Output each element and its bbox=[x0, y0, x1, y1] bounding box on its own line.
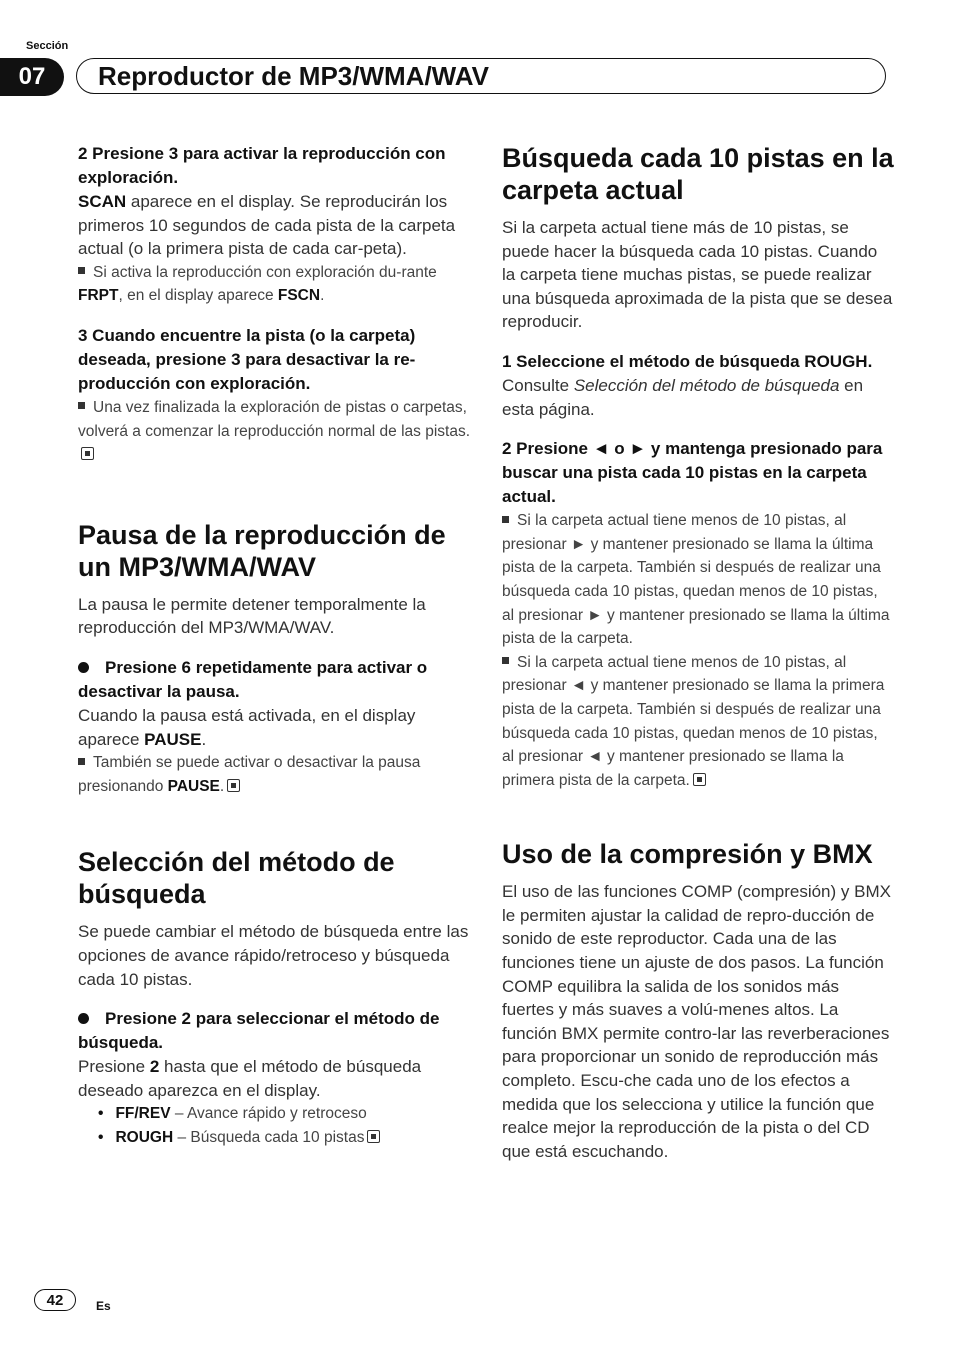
left-column bbox=[78, 142, 470, 1149]
section-title: Reproductor de MP3/WMA/WAV bbox=[98, 61, 489, 91]
right-column bbox=[502, 142, 894, 1163]
busqueda-note-1: Si la carpeta actual tiene menos de 10 pistas, al presionar ► y mantener presionado se llama la última pista de la carpeta. También si después de realizar una búsqueda cada 10 pistas, quedan menos de 10 pistas, al presionar ► y mantener presionado se llama la última pista de la carpeta. bbox=[502, 512, 890, 648]
list-item: • FF/REV – Avance rápido y retroceso bbox=[100, 1102, 470, 1126]
pausa-note: También se puede activar o desactivar la pausa presionando PAUSE. bbox=[78, 754, 421, 795]
step-3-note: Una vez finalizada la exploración de pistas o carpetas, volverá a comenzar la reproducción normal de las pistas. bbox=[78, 396, 470, 467]
section-number-badge: 07 bbox=[0, 58, 64, 96]
busqueda-intro: Si la carpeta actual tiene más de 10 pistas, se puede hacer la búsqueda cada 10 pistas. Cuando la carpeta tiene muchas pistas, se puede realizar una búsqueda aproximada de la pista que se desea reproducir. bbox=[502, 218, 893, 332]
note-bullet-icon bbox=[78, 267, 85, 274]
step-2-heading: 2 Presione 3 para activar la reproducción con exploración. bbox=[78, 144, 446, 187]
seleccion-text: Presione 2 hasta que el método de búsqueda deseado aparezca en el display. bbox=[78, 1057, 422, 1100]
note-bullet-icon bbox=[78, 402, 85, 409]
uso-heading: Uso de la compresión y BMX bbox=[502, 839, 873, 870]
step-bullet-icon bbox=[78, 1013, 89, 1024]
end-mark-icon bbox=[693, 773, 706, 786]
end-mark-icon bbox=[367, 1130, 380, 1143]
seleccion-intro: Se puede cambiar el método de búsqueda entre las opciones de avance rápido/retroceso y búsqueda cada 10 pistas. bbox=[78, 922, 469, 989]
seleccion-step: Presione 2 para seleccionar el método de búsqueda. bbox=[78, 1009, 440, 1053]
pausa-intro: La pausa le permite detener temporalmente la reproducción del MP3/WMA/WAV. bbox=[78, 594, 426, 638]
busqueda-step-1-text: Consulte Selección del método de búsqueda en esta página. bbox=[502, 375, 864, 419]
list-item: • ROUGH – Búsqueda cada 10 pistas bbox=[100, 1126, 470, 1150]
note-bullet-icon bbox=[78, 758, 85, 765]
language-code: Es bbox=[96, 1299, 111, 1313]
pausa-heading: Pausa de la reproducción de un MP3/WMA/WAV bbox=[78, 519, 446, 582]
busqueda-note-2: Si la carpeta actual tiene menos de 10 pistas, al presionar ◄ y mantener presionado se llama la primera pista de la carpeta. También si después de realizar una búsqueda cada 10 pistas, quedan menos de 10 pistas, al presionar ◄ y mantener presionado se llama la primera pista de la carpeta. bbox=[502, 653, 885, 789]
search-options-list bbox=[78, 1102, 470, 1149]
busqueda-heading: Búsqueda cada 10 pistas en la carpeta actual bbox=[502, 143, 894, 205]
step-bullet-icon bbox=[78, 662, 89, 673]
step-2-note: Si activa la reproducción con exploración du-rante FRPT, en el display aparece FSCN. bbox=[78, 263, 437, 305]
seleccion-heading: Selección del método de búsqueda bbox=[78, 847, 395, 910]
uso-text: El uso de las funciones COMP (compresión) y BMX le permiten ajustar la calidad de repro-ducción de sonido de este reproductor. Cada una de las funciones tiene un ajuste de dos pasos. La función COMP equilibra la salida de los sonidos más fuertes y más suaves a volú-menes altos. La función BMX permite contro-lar las reverberaciones para proporcionar un sonido de reproducción más completo. Escu-che cada uno de los efectos a medida que los selecciona y utilice la función que realce mejor la reproducción de la pista o del CD que está escuchando. bbox=[502, 882, 891, 1161]
busqueda-step-2: 2 Presione ◄ o ► y mantenga presionado para buscar una pista cada 10 pistas en la carpeta actual. bbox=[502, 439, 883, 507]
end-mark-icon bbox=[227, 779, 240, 792]
end-mark-icon bbox=[81, 447, 94, 460]
pausa-step: Presione 6 repetidamente para activar o desactivar la pausa. bbox=[78, 657, 428, 701]
step-3-heading: 3 Cuando encuentre la pista (o la carpeta) deseada, presione 3 para desactivar la re-producción con exploración. bbox=[78, 325, 416, 393]
note-bullet-icon bbox=[502, 516, 509, 523]
pausa-text: Cuando la pausa está activada, en el display aparece PAUSE. bbox=[78, 705, 416, 749]
section-label: Sección bbox=[26, 40, 69, 52]
note-bullet-icon bbox=[502, 657, 509, 664]
step-2-text: SCAN aparece en el display. Se reproducirán los primeros 10 segundos de cada pista de la carpeta actual (o la primera pista de cada car-peta). bbox=[78, 192, 456, 259]
page-number: 42 bbox=[34, 1289, 76, 1311]
busqueda-step-1: 1 Seleccione el método de búsqueda ROUGH. bbox=[502, 351, 873, 371]
